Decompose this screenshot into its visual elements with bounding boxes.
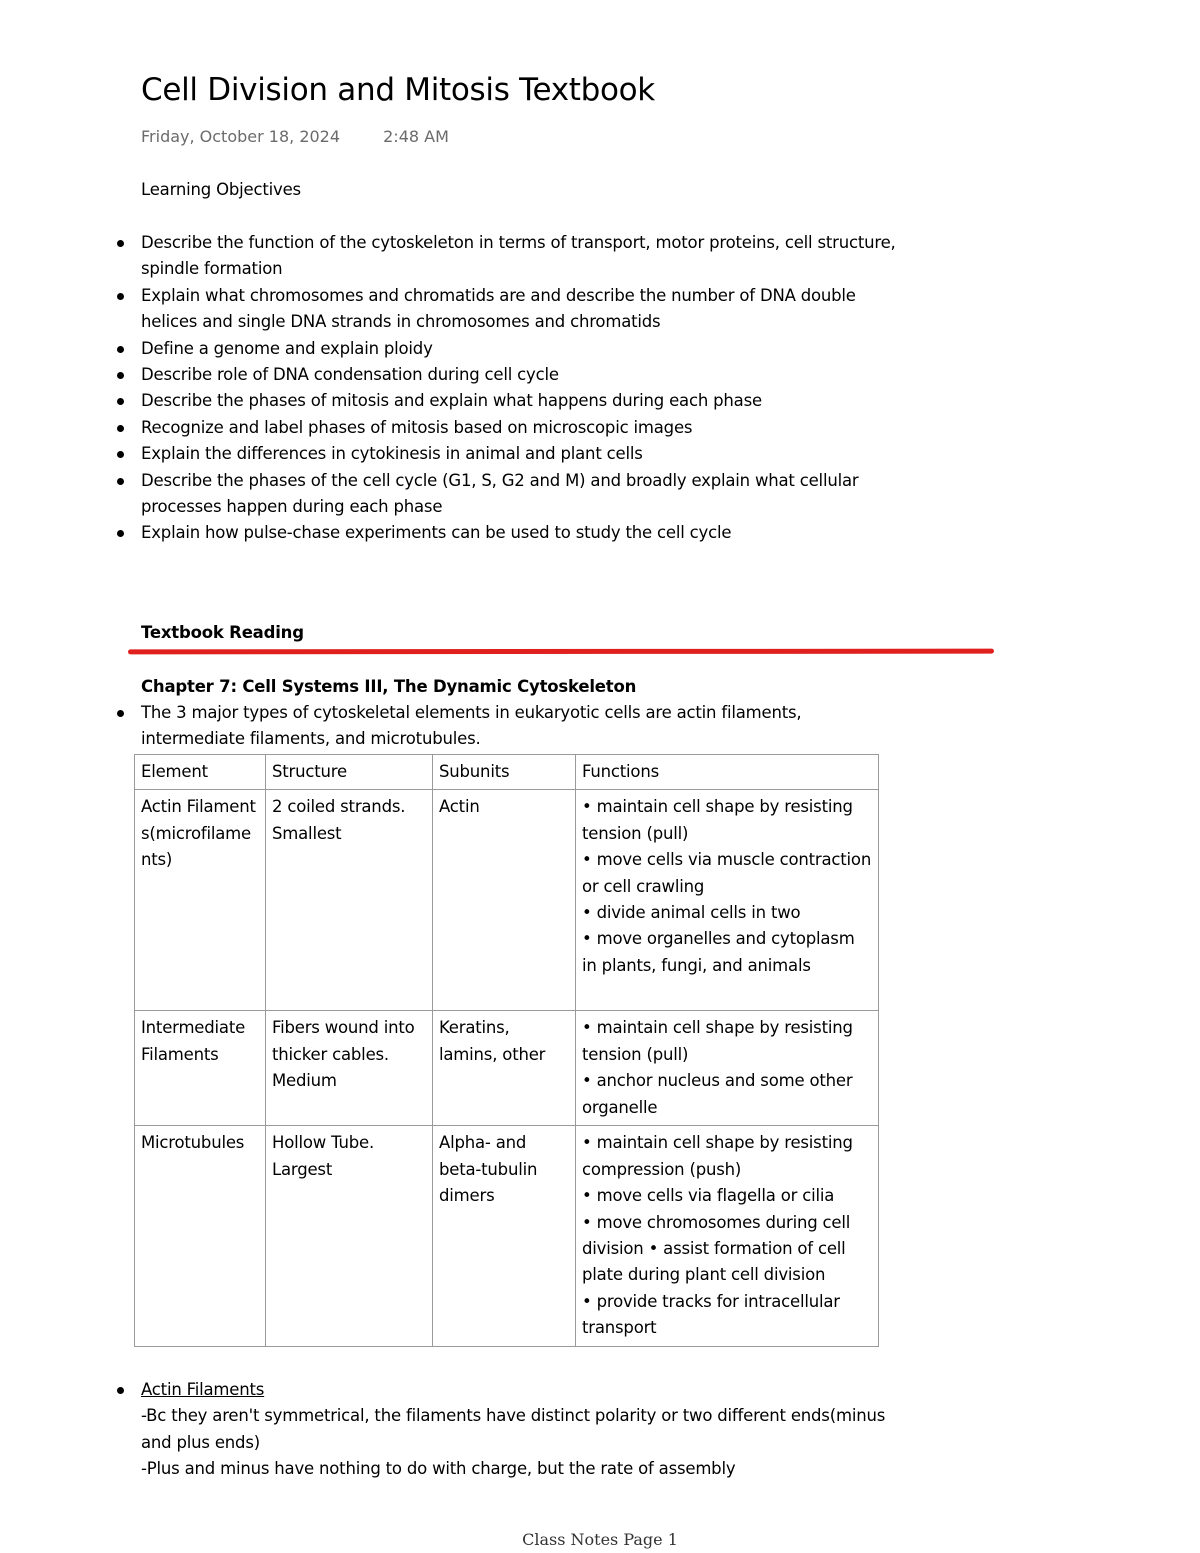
function-item: • move cells via flagella or cilia: [582, 1186, 835, 1206]
table-header-cell: Structure: [266, 755, 433, 790]
table-header-cell: Subunits: [433, 755, 576, 790]
function-item: • anchor nucleus and some other organelle: [582, 1071, 853, 1117]
list-item: The 3 major types of cytoskeletal elements in eukaryotic cells are actin filaments, intermediate filaments, and microtubules.: [141, 700, 901, 753]
function-item: • move chromosomes during cell division • assist formation of cell plate during plant cell division: [582, 1212, 851, 1285]
table-cell-structure: Fibers wound into thicker cables. Medium: [266, 1011, 433, 1126]
learning-objectives-heading: Learning Objectives: [141, 180, 301, 199]
learning-objectives-list: [141, 230, 901, 547]
red-ink-underline: [128, 649, 994, 655]
function-item: • move cells via muscle contraction or cell crawling: [582, 850, 872, 896]
chapter-heading: Chapter 7: Cell Systems III, The Dynamic Cytoskeleton: [141, 677, 637, 696]
note-line: -Bc they aren't symmetrical, the filaments have distinct polarity or two different ends(minus and plus ends): [141, 1406, 886, 1452]
function-item: • divide animal cells in two: [582, 903, 801, 923]
table-cell-structure: 2 coiled strands. Smallest: [266, 790, 433, 1011]
page-title: Cell Division and Mitosis Textbook: [141, 72, 655, 108]
function-item: • provide tracks for intracellular transport: [582, 1291, 840, 1338]
function-item: • maintain cell shape by resisting compression (push): [582, 1133, 853, 1179]
table-cell-structure: Hollow Tube. Largest: [266, 1126, 433, 1346]
table-cell-subunits: Alpha- and beta-tubulin dimers: [433, 1126, 576, 1346]
page-footer: Class Notes Page 1: [522, 1530, 678, 1549]
list-item: Describe the phases of mitosis and explain what happens during each phase: [141, 388, 901, 414]
table-cell-subunits: Actin: [433, 790, 576, 1011]
function-item: • maintain cell shape by resisting tension (pull): [582, 1018, 853, 1064]
function-item: • maintain cell shape by resisting tension (pull): [582, 797, 853, 843]
chapter-bullet-list: [141, 700, 901, 753]
list-item: Describe the phases of the cell cycle (G1, S, G2 and M) and broadly explain what cellular processes happen during each phase: [141, 468, 901, 521]
table-cell-element: Intermediate Filaments: [135, 1011, 266, 1126]
page-date: Friday, October 18, 2024: [141, 127, 341, 146]
table-cell-element: Actin Filaments(microfilaments): [135, 790, 266, 1011]
note-line: -Plus and minus have nothing to do with charge, but the rate of assembly: [141, 1459, 736, 1479]
cytoskeleton-table: [134, 754, 879, 1347]
table-row: [135, 1126, 879, 1346]
table-cell-functions: [576, 790, 879, 1011]
table-header-cell: Element: [135, 755, 266, 790]
page-meta: [141, 127, 449, 146]
table-header-row: [135, 755, 879, 790]
actin-filaments-heading: Actin Filaments: [141, 1380, 265, 1399]
table-row: [135, 1011, 879, 1126]
list-item: Explain the differences in cytokinesis in animal and plant cells: [141, 441, 901, 467]
actin-filaments-section: [141, 1377, 901, 1483]
list-item: Explain what chromosomes and chromatids are and describe the number of DNA double helices and single DNA strands in chromosomes and chromatids: [141, 283, 901, 336]
table-row: [135, 790, 879, 1011]
textbook-reading-heading: Textbook Reading: [141, 623, 304, 642]
table-cell-functions: [576, 1011, 879, 1126]
list-item: Define a genome and explain ploidy: [141, 336, 901, 362]
list-item: Describe the function of the cytoskeleton in terms of transport, motor proteins, cell structure, spindle formation: [141, 230, 901, 283]
list-item: Explain how pulse-chase experiments can be used to study the cell cycle: [141, 520, 901, 546]
list-item: Recognize and label phases of mitosis based on microscopic images: [141, 415, 901, 441]
table-header-cell: Functions: [576, 755, 879, 790]
list-item: Describe role of DNA condensation during cell cycle: [141, 362, 901, 388]
table-cell-element: Microtubules: [135, 1126, 266, 1346]
list-item: [141, 1377, 901, 1483]
page-time: 2:48 AM: [383, 127, 449, 146]
table-cell-functions: [576, 1126, 879, 1346]
function-item: • move organelles and cytoplasm in plants, fungi, and animals: [582, 929, 855, 975]
table-cell-subunits: Keratins, lamins, other: [433, 1011, 576, 1126]
